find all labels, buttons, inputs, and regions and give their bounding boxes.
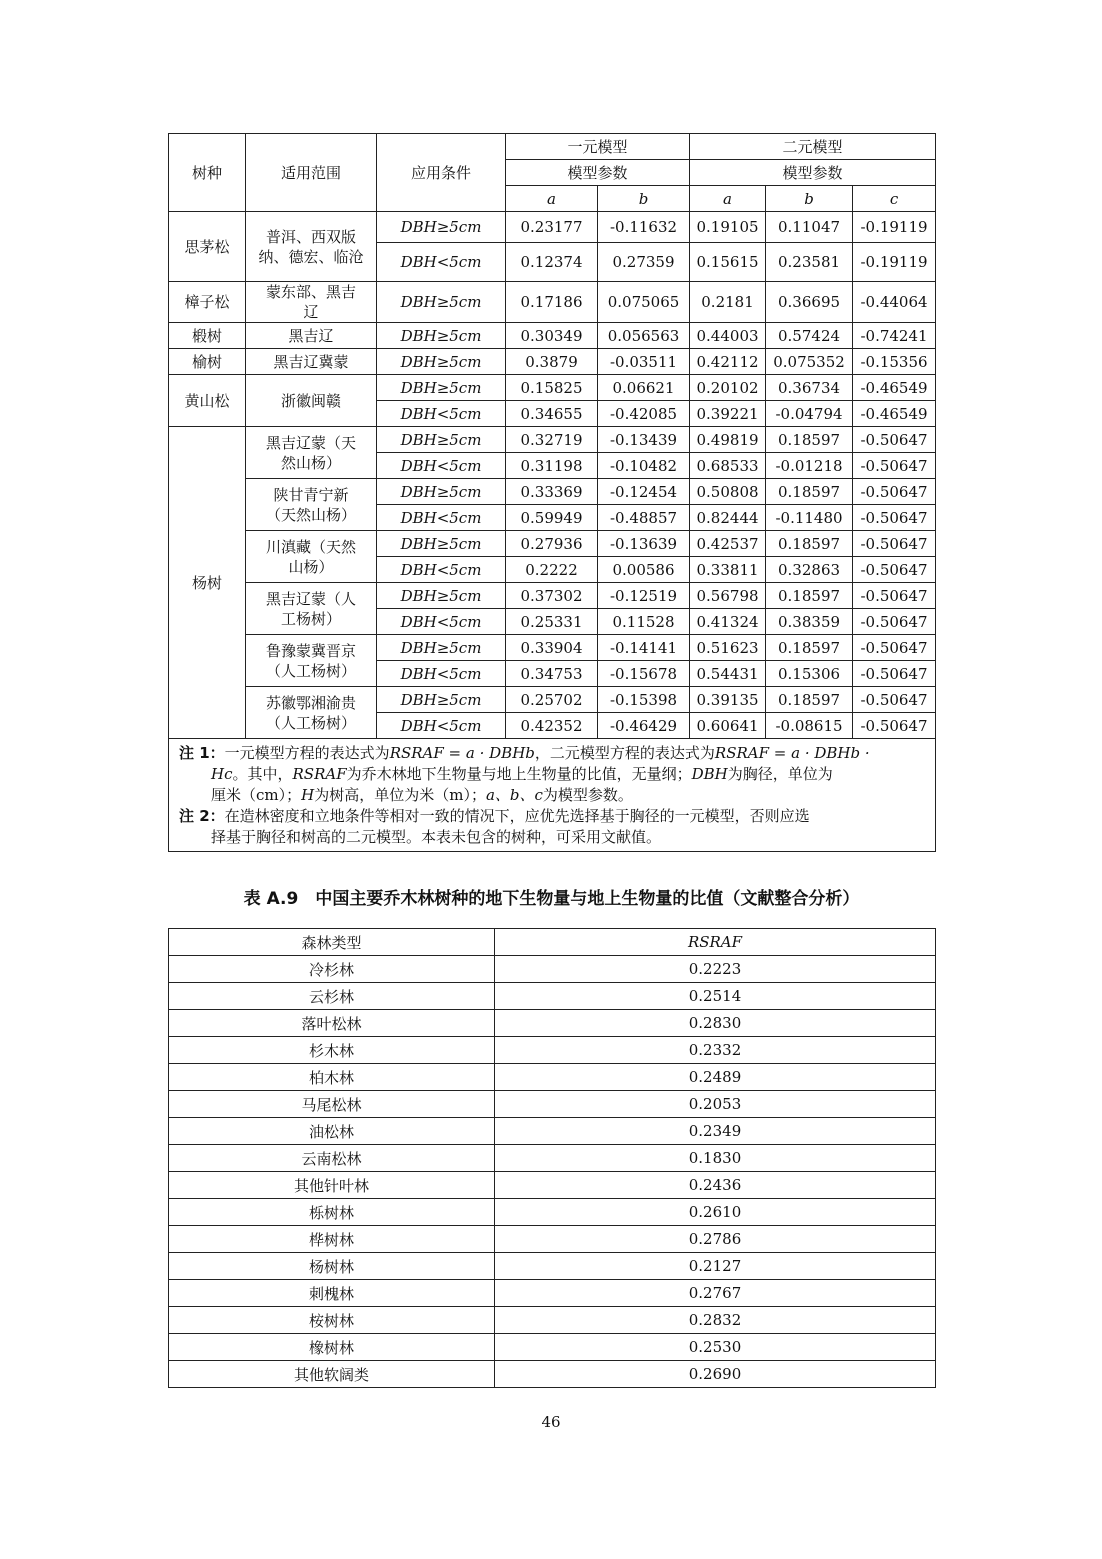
condition-cell: DBH≥5cm — [377, 282, 506, 323]
value-cell: 0.23581 — [766, 243, 853, 282]
species-cell: 杨树 — [169, 427, 246, 739]
value-cell: 0.82444 — [690, 505, 766, 531]
condition-cell: DBH≥5cm — [377, 635, 506, 661]
value-cell: 0.15825 — [506, 375, 598, 401]
table-row — [169, 1172, 936, 1199]
rsr-value-cell: 0.1830 — [495, 1145, 936, 1172]
value-cell: -0.50647 — [853, 583, 936, 609]
value-cell: 0.41324 — [690, 609, 766, 635]
value-cell: 0.57424 — [766, 323, 853, 349]
value-cell: -0.19119 — [853, 243, 936, 282]
value-cell: 0.33811 — [690, 557, 766, 583]
species-cell: 思茅松 — [169, 212, 246, 282]
value-cell: 0.075352 — [766, 349, 853, 375]
header-a1: a — [506, 186, 598, 212]
value-cell: -0.01218 — [766, 453, 853, 479]
value-cell: 0.39135 — [690, 687, 766, 713]
value-cell: 0.19105 — [690, 212, 766, 243]
value-cell: -0.50647 — [853, 609, 936, 635]
value-cell: 0.38359 — [766, 609, 853, 635]
header-model1: 一元模型 — [506, 134, 690, 160]
forest-type-cell: 马尾松林 — [169, 1091, 495, 1118]
condition-cell: DBH<5cm — [377, 609, 506, 635]
equation-1: RSRAF = a · DBHb — [389, 744, 535, 762]
value-cell: -0.50647 — [853, 531, 936, 557]
rsr-value-cell: 0.2786 — [495, 1226, 936, 1253]
value-cell: 0.50808 — [690, 479, 766, 505]
header-range: 适用范围 — [246, 134, 377, 212]
value-cell: -0.50647 — [853, 557, 936, 583]
range-cell: 鲁豫蒙冀晋京（人工杨树） — [246, 635, 377, 687]
value-cell: -0.50647 — [853, 427, 936, 453]
table-row — [169, 1037, 936, 1064]
value-cell: -0.50647 — [853, 687, 936, 713]
value-cell: 0.15615 — [690, 243, 766, 282]
forest-type-cell: 柏木林 — [169, 1064, 495, 1091]
header-species: 树种 — [169, 134, 246, 212]
range-cell: 黑吉辽 — [246, 323, 377, 349]
note-2: 注 2：在造林密度和立地条件等相对一致的情况下，应优先选择基于胸径的一元模型，否则应选 — [179, 807, 810, 825]
value-cell: -0.03511 — [598, 349, 690, 375]
value-cell: 0.06621 — [598, 375, 690, 401]
value-cell: 0.33904 — [506, 635, 598, 661]
value-cell: 0.32863 — [766, 557, 853, 583]
value-cell: -0.12519 — [598, 583, 690, 609]
value-cell: -0.14141 — [598, 635, 690, 661]
table-row — [169, 1226, 936, 1253]
value-cell: 0.18597 — [766, 687, 853, 713]
value-cell: -0.13439 — [598, 427, 690, 453]
value-cell: 0.37302 — [506, 583, 598, 609]
table-row — [169, 1361, 936, 1388]
value-cell: 0.056563 — [598, 323, 690, 349]
forest-type-cell: 云南松林 — [169, 1145, 495, 1172]
value-cell: 0.23177 — [506, 212, 598, 243]
rsr-value-cell: 0.2127 — [495, 1253, 936, 1280]
value-cell: 0.20102 — [690, 375, 766, 401]
condition-cell: DBH<5cm — [377, 661, 506, 687]
value-cell: -0.50647 — [853, 661, 936, 687]
header-a2: a — [690, 186, 766, 212]
rsr-value-cell: 0.2830 — [495, 1010, 936, 1037]
rsr-value-cell: 0.2489 — [495, 1064, 936, 1091]
value-cell: -0.50647 — [853, 635, 936, 661]
rsr-value-cell: 0.2436 — [495, 1172, 936, 1199]
note-1: 注 1：一元模型方程的表达式为RSRAF = a · DBHb，二元模型方程的表达式为RSRAF = a · DBHb · — [179, 744, 870, 762]
rsr-value-cell: 0.2332 — [495, 1037, 936, 1064]
rsr-table — [168, 928, 936, 1388]
value-cell: 0.39221 — [690, 401, 766, 427]
table-row — [169, 1145, 936, 1172]
value-cell: 0.11047 — [766, 212, 853, 243]
header-c2: c — [853, 186, 936, 212]
table-row — [169, 956, 936, 983]
table-a9-caption: 表 A.9 中国主要乔木林树种的地下生物量与地上生物量的比值（文献整合分析） — [243, 889, 860, 909]
header-params-2: 模型参数 — [690, 160, 936, 186]
value-cell: -0.48857 — [598, 505, 690, 531]
value-cell: 0.60641 — [690, 713, 766, 739]
value-cell: 0.36695 — [766, 282, 853, 323]
forest-type-cell: 刺槐林 — [169, 1280, 495, 1307]
value-cell: 0.12374 — [506, 243, 598, 282]
header-b1: b — [598, 186, 690, 212]
model-parameter-table — [168, 133, 936, 852]
forest-type-cell: 栎树林 — [169, 1199, 495, 1226]
species-cell: 椴树 — [169, 323, 246, 349]
value-cell: 0.25331 — [506, 609, 598, 635]
page-number: 46 — [541, 1413, 561, 1431]
species-cell: 榆树 — [169, 349, 246, 375]
condition-cell: DBH≥5cm — [377, 479, 506, 505]
value-cell: -0.12454 — [598, 479, 690, 505]
value-cell: 0.42537 — [690, 531, 766, 557]
condition-cell: DBH<5cm — [377, 713, 506, 739]
value-cell: -0.15356 — [853, 349, 936, 375]
value-cell: 0.56798 — [690, 583, 766, 609]
value-cell: 0.68533 — [690, 453, 766, 479]
value-cell: 0.15306 — [766, 661, 853, 687]
value-cell: -0.11632 — [598, 212, 690, 243]
forest-type-cell: 杉木林 — [169, 1037, 495, 1064]
forest-type-cell: 桉树林 — [169, 1307, 495, 1334]
range-cell: 普洱、西双版纳、德宏、临沧 — [246, 212, 377, 282]
condition-cell: DBH<5cm — [377, 453, 506, 479]
value-cell: 0.30349 — [506, 323, 598, 349]
value-cell: 0.31198 — [506, 453, 598, 479]
condition-cell: DBH≥5cm — [377, 212, 506, 243]
rsr-value-cell: 0.2610 — [495, 1199, 936, 1226]
value-cell: -0.15678 — [598, 661, 690, 687]
value-cell: 0.34655 — [506, 401, 598, 427]
value-cell: 0.54431 — [690, 661, 766, 687]
value-cell: 0.17186 — [506, 282, 598, 323]
forest-type-cell: 其他针叶林 — [169, 1172, 495, 1199]
table-row — [169, 1199, 936, 1226]
forest-type-cell: 其他软阔类 — [169, 1361, 495, 1388]
value-cell: 0.18597 — [766, 635, 853, 661]
rsr-value-cell: 0.2053 — [495, 1091, 936, 1118]
value-cell: 0.18597 — [766, 479, 853, 505]
value-cell: -0.50647 — [853, 505, 936, 531]
value-cell: 0.27359 — [598, 243, 690, 282]
condition-cell: DBH≥5cm — [377, 687, 506, 713]
value-cell: -0.50647 — [853, 479, 936, 505]
range-cell: 浙徽闽赣 — [246, 375, 377, 427]
value-cell: 0.51623 — [690, 635, 766, 661]
value-cell: -0.46549 — [853, 375, 936, 401]
value-cell: 0.59949 — [506, 505, 598, 531]
rsr-value-cell: 0.2832 — [495, 1307, 936, 1334]
header-model2: 二元模型 — [690, 134, 936, 160]
species-cell: 樟子松 — [169, 282, 246, 323]
table-row — [169, 1091, 936, 1118]
condition-cell: DBH<5cm — [377, 557, 506, 583]
forest-type-cell: 冷杉林 — [169, 956, 495, 983]
value-cell: 0.33369 — [506, 479, 598, 505]
value-cell: 0.18597 — [766, 531, 853, 557]
forest-type-cell: 油松林 — [169, 1118, 495, 1145]
value-cell: -0.19119 — [853, 212, 936, 243]
table-notes: 注 1：一元模型方程的表达式为RSRAF = a · DBHb，二元模型方程的表达式为RSRAF = a · DBHb · Hc。其中，RSRAF为乔木林地下生物量与地上生物量的比值，无量纲；DBH为胸径，单位为 厘米（cm）；H为树高，单位为米（m）；a、b、c为模型参数。 注 2：在造林密度和立地条件等相对一致的情况下，应优先选择基于胸径的一元模型，否则应选 择基于胸径和树高的二元模型。本表未包含的树种，可采用文献值。 — [169, 739, 936, 852]
range-cell: 黑吉辽冀蒙 — [246, 349, 377, 375]
rsr-value-cell: 0.2767 — [495, 1280, 936, 1307]
condition-cell: DBH≥5cm — [377, 531, 506, 557]
table-row — [169, 1118, 936, 1145]
value-cell: -0.08615 — [766, 713, 853, 739]
equation-2: RSRAF = a · DBHb · — [714, 744, 870, 762]
range-cell: 黑吉辽蒙（人工杨树） — [246, 583, 377, 635]
condition-cell: DBH<5cm — [377, 243, 506, 282]
forest-type-cell: 桦树林 — [169, 1226, 495, 1253]
value-cell: 0.075065 — [598, 282, 690, 323]
forest-type-cell: 落叶松林 — [169, 1010, 495, 1037]
rsr-value-cell: 0.2530 — [495, 1334, 936, 1361]
header-b2: b — [766, 186, 853, 212]
header-params-1: 模型参数 — [506, 160, 690, 186]
value-cell: 0.2181 — [690, 282, 766, 323]
value-cell: -0.13639 — [598, 531, 690, 557]
value-cell: -0.11480 — [766, 505, 853, 531]
condition-cell: DBH≥5cm — [377, 427, 506, 453]
rsr-value-cell: 0.2514 — [495, 983, 936, 1010]
range-cell: 陕甘青宁新（天然山杨） — [246, 479, 377, 531]
value-cell: 0.3879 — [506, 349, 598, 375]
condition-cell: DBH≥5cm — [377, 583, 506, 609]
value-cell: 0.18597 — [766, 427, 853, 453]
value-cell: -0.44064 — [853, 282, 936, 323]
value-cell: 0.34753 — [506, 661, 598, 687]
value-cell: 0.42352 — [506, 713, 598, 739]
value-cell: 0.25702 — [506, 687, 598, 713]
rsr-value-cell: 0.2223 — [495, 956, 936, 983]
value-cell: 0.42112 — [690, 349, 766, 375]
value-cell: -0.50647 — [853, 713, 936, 739]
table-row — [169, 1064, 936, 1091]
value-cell: -0.42085 — [598, 401, 690, 427]
rsr-value-cell: 0.2349 — [495, 1118, 936, 1145]
condition-cell: DBH≥5cm — [377, 349, 506, 375]
condition-cell: DBH<5cm — [377, 401, 506, 427]
table-row — [169, 1253, 936, 1280]
value-cell: -0.15398 — [598, 687, 690, 713]
range-cell: 川滇藏（天然山杨） — [246, 531, 377, 583]
table-row — [169, 983, 936, 1010]
forest-type-cell: 云杉林 — [169, 983, 495, 1010]
condition-cell: DBH<5cm — [377, 505, 506, 531]
forest-type-cell: 橡树林 — [169, 1334, 495, 1361]
table-row — [169, 1010, 936, 1037]
table-row — [169, 1280, 936, 1307]
header-condition: 应用条件 — [377, 134, 506, 212]
range-cell: 苏徽鄂湘渝贵（人工杨树） — [246, 687, 377, 739]
value-cell: 0.00586 — [598, 557, 690, 583]
range-cell: 黑吉辽蒙（天然山杨） — [246, 427, 377, 479]
value-cell: 0.32719 — [506, 427, 598, 453]
forest-type-cell: 杨树林 — [169, 1253, 495, 1280]
condition-cell: DBH≥5cm — [377, 323, 506, 349]
value-cell: -0.46429 — [598, 713, 690, 739]
header-forest-type: 森林类型 — [169, 929, 495, 956]
value-cell: -0.46549 — [853, 401, 936, 427]
condition-cell: DBH≥5cm — [377, 375, 506, 401]
species-cell: 黄山松 — [169, 375, 246, 427]
value-cell: -0.10482 — [598, 453, 690, 479]
value-cell: 0.49819 — [690, 427, 766, 453]
table-row — [169, 1334, 936, 1361]
value-cell: 0.18597 — [766, 583, 853, 609]
table-row — [169, 1307, 936, 1334]
range-cell: 蒙东部、黑吉辽 — [246, 282, 377, 323]
value-cell: -0.74241 — [853, 323, 936, 349]
value-cell: 0.27936 — [506, 531, 598, 557]
value-cell: 0.36734 — [766, 375, 853, 401]
value-cell: -0.04794 — [766, 401, 853, 427]
value-cell: 0.11528 — [598, 609, 690, 635]
header-rsr: RSRAF — [495, 929, 936, 956]
value-cell: -0.50647 — [853, 453, 936, 479]
value-cell: 0.2222 — [506, 557, 598, 583]
value-cell: 0.44003 — [690, 323, 766, 349]
rsr-value-cell: 0.2690 — [495, 1361, 936, 1388]
